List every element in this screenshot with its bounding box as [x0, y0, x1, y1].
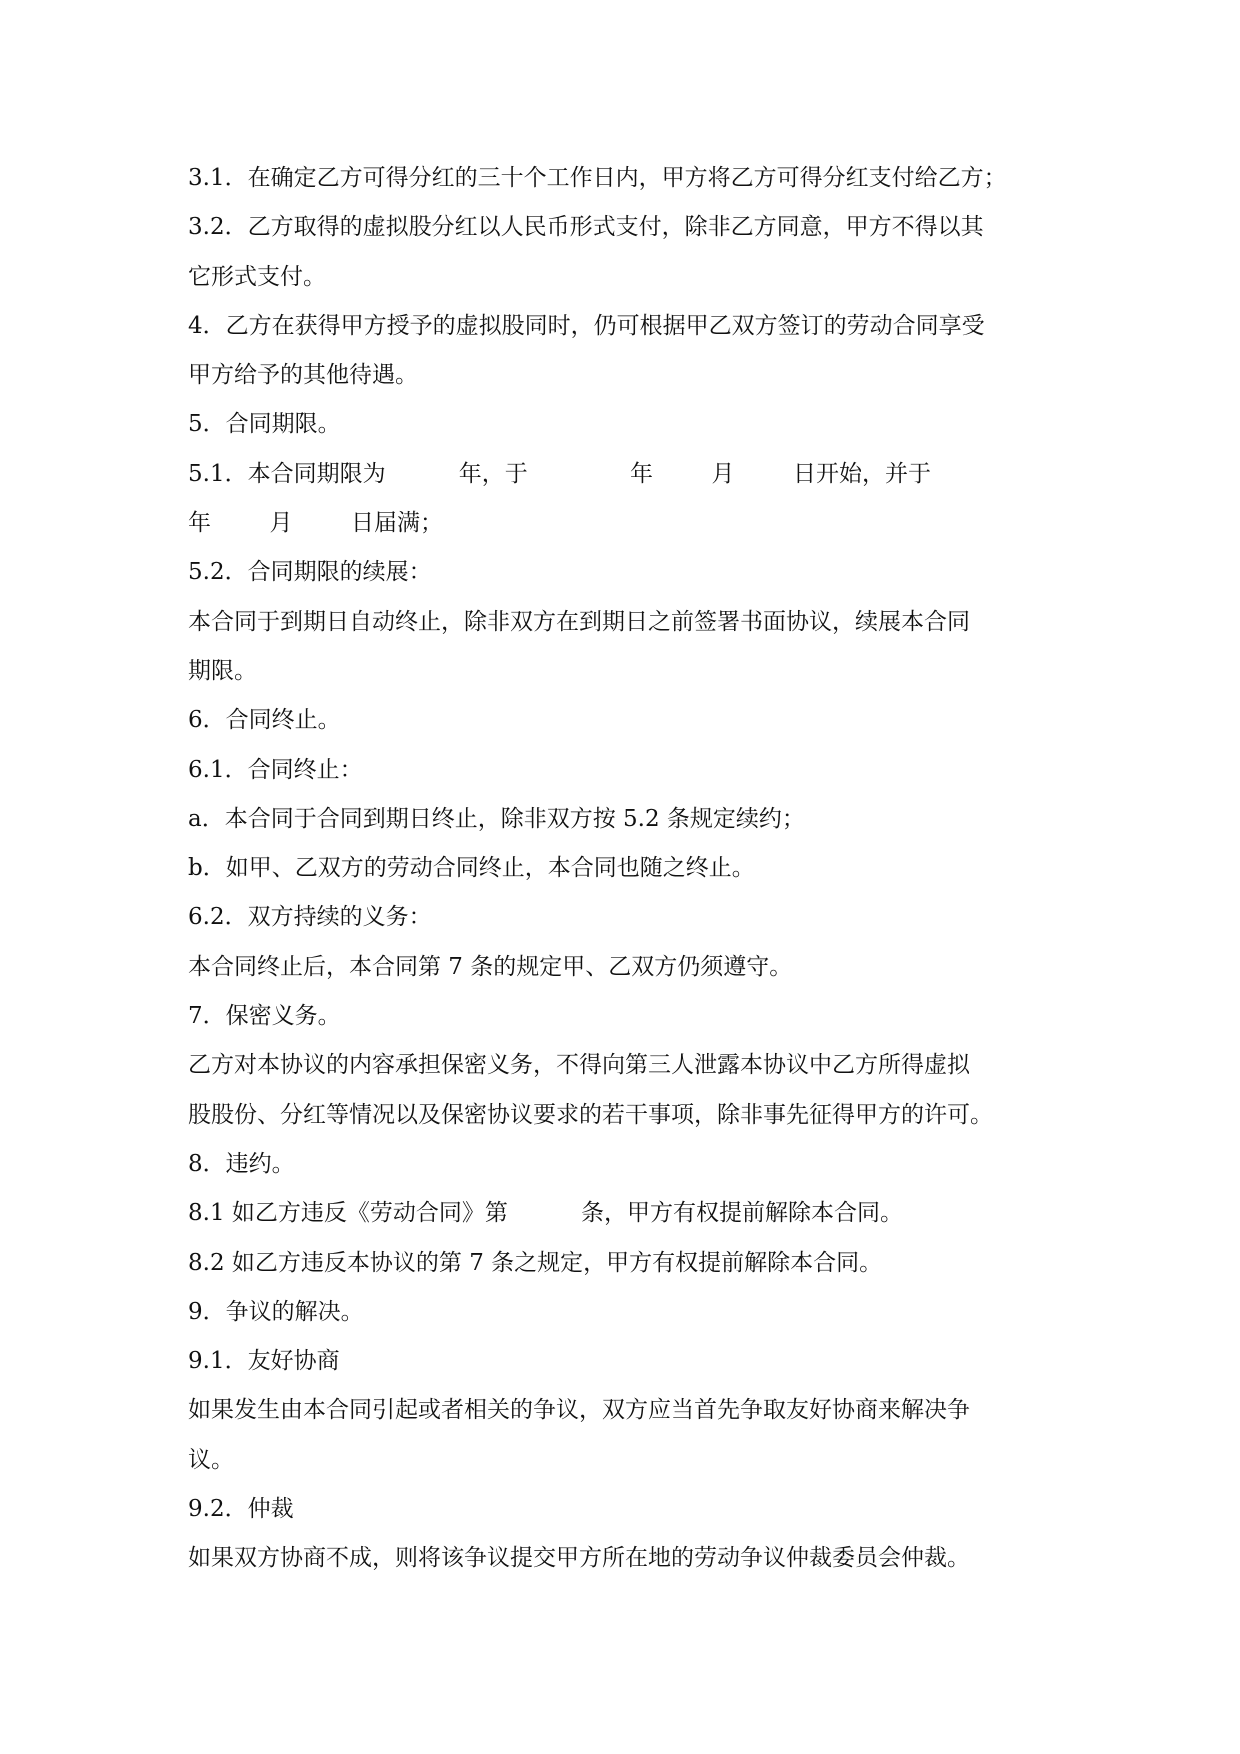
clause-9-2-heading: 9.2．仲裁 — [188, 1496, 294, 1523]
clause-9-2-text: 如果双方协商不成，则将该争议提交甲方所在地的劳动争议仲裁委员会仲裁。 — [188, 1545, 970, 1572]
clause-3-1: 3.1．在确定乙方可得分红的三十个工作日内，甲方将乙方可得分红支付给乙方； — [188, 165, 1007, 191]
clause-3-2: 3.2．乙方取得的虚拟股分红以人民币形式支付，除非乙方同意，甲方不得以其 — [188, 214, 984, 241]
contract-page — [188, 154, 1068, 1584]
section-5-heading: 5．合同期限。 — [188, 411, 341, 438]
clause-8-1: 8.1 如乙方违反《劳动合同》第 条，甲方有权提前解除本合同。 — [188, 1200, 903, 1227]
clause-5-2-heading: 5.2．合同期限的续展： — [188, 559, 432, 586]
clause-3-2-continued: 它形式支付。 — [188, 263, 326, 290]
clause-6-1-a: a．本合同于合同到期日终止，除非双方按 5.2 条规定续约； — [188, 805, 805, 832]
clause-9-1-text-continued: 议。 — [188, 1446, 234, 1473]
clause-5-2-text-continued: 期限。 — [188, 657, 257, 684]
clause-6-2-heading: 6.2．双方持续的义务： — [188, 904, 432, 931]
clause-6-2-text: 本合同终止后，本合同第 7 条的规定甲、乙双方仍须遵守。 — [188, 953, 793, 980]
section-6-heading: 6．合同终止。 — [188, 707, 341, 734]
clause-4: 4．乙方在获得甲方授予的虚拟股同时，仍可根据甲乙双方签订的劳动合同享受 — [188, 312, 985, 339]
clause-5-1-continued: 年 月 日届满； — [188, 510, 443, 537]
clause-9-1-text: 如果发生由本合同引起或者相关的争议，双方应当首先争取友好协商来解决争 — [188, 1397, 970, 1424]
clause-6-1-heading: 6.1．合同终止： — [188, 756, 363, 783]
section-8-heading: 8．违约。 — [188, 1150, 295, 1177]
clause-7-text-continued: 股股份、分红等情况以及保密协议要求的若干事项，除非事先征得甲方的许可。 — [188, 1101, 993, 1128]
section-9-heading: 9．争议的解决。 — [188, 1298, 364, 1325]
clause-8-2: 8.2 如乙方违反本协议的第 7 条之规定，甲方有权提前解除本合同。 — [188, 1249, 883, 1276]
clause-5-1: 5.1．本合同期限为 年，于 年 月 日开始，并于 — [188, 460, 932, 487]
section-7-heading: 7．保密义务。 — [188, 1003, 341, 1030]
clause-9-1-heading: 9.1．友好协商 — [188, 1348, 340, 1375]
clause-5-2-text: 本合同于到期日自动终止，除非双方在到期日之前签署书面协议，续展本合同 — [188, 608, 970, 635]
clause-7-text: 乙方对本协议的内容承担保密义务，不得向第三人泄露本协议中乙方所得虚拟 — [188, 1052, 970, 1079]
clause-4-continued: 甲方给予的其他待遇。 — [188, 362, 418, 389]
clause-6-1-b: b．如甲、乙双方的劳动合同终止，本合同也随之终止。 — [188, 855, 755, 882]
